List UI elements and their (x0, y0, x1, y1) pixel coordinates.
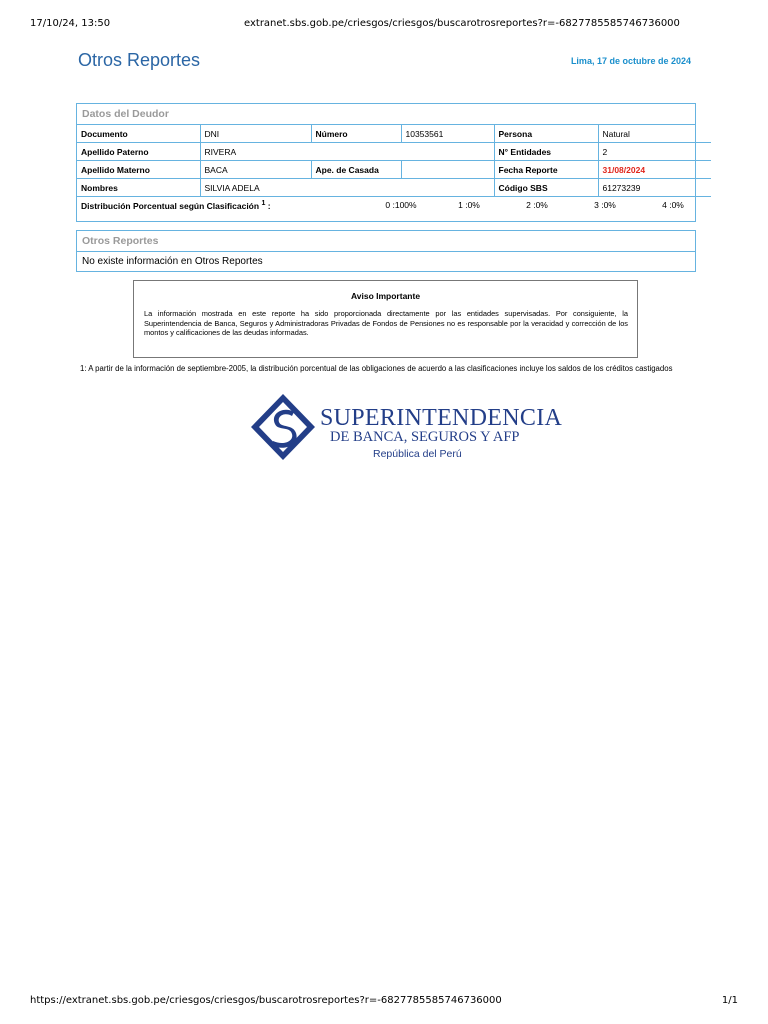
other-reports-panel (76, 230, 696, 272)
distribution-colon: : (267, 200, 271, 211)
distribution-row (81, 200, 707, 211)
nombres-label: Nombres (77, 179, 200, 197)
report-date: Lima, 17 de octubre de 2024 (570, 56, 691, 66)
other-reports-header: Otros Reportes (77, 231, 695, 252)
logo-line-1: SUPERINTENDENCIA (320, 405, 563, 431)
table-row (77, 161, 711, 179)
sbs-logo (250, 393, 563, 465)
fecha-reporte-value: 31/08/2024 (598, 161, 711, 179)
notice-text: La información mostrada en este reporte ha sido proporcionada directamente por las entidades supervisadas. Por consiguiente, la Superintendencia de Banca, Seguros y Administradoras Privadas de Fondos de Pensiones no es responsable por la veracidad y corrección de los montos y calificaciones de las deudas informadas. (144, 309, 628, 338)
fecha-reporte-label: Fecha Reporte (494, 161, 598, 179)
persona-label: Persona (494, 125, 598, 143)
print-datetime: 17/10/24, 13:50 (30, 18, 111, 29)
numero-value: 10353561 (401, 125, 494, 143)
logo-line-2: DE BANCA, SEGUROS Y AFP (330, 429, 520, 445)
numero-label: Número (311, 125, 401, 143)
documento-label: Documento (77, 125, 200, 143)
codigo-sbs-label: Código SBS (494, 179, 598, 197)
page-number: 1/1 (721, 995, 738, 1006)
distribution-value: 4 :0% (662, 200, 684, 211)
ape-casada-value (401, 161, 494, 179)
notice-title: Aviso Importante (350, 291, 421, 301)
debtor-panel-header: Datos del Deudor (77, 104, 695, 125)
footer-url: https://extranet.sbs.gob.pe/criesgos/criesgos/buscarotrosreportes?r=-6827785585746736000 (30, 995, 502, 1006)
page-title: Otros Reportes (78, 50, 201, 70)
entidades-value: 2 (598, 143, 711, 161)
notice-box (133, 280, 638, 358)
distribution-value: 2 :0% (526, 200, 548, 211)
distribution-value: 1 :0% (458, 200, 480, 211)
distribution-label (81, 200, 367, 211)
distribution-value: 0 :100% (385, 200, 417, 211)
table-row (77, 143, 711, 161)
distribution-label-text: Distribución Porcentual según Clasificación (81, 200, 260, 211)
debtor-data-panel (76, 103, 696, 222)
footnote-ref: 1 (261, 200, 266, 208)
nombres-value: SILVIA ADELA (200, 179, 494, 197)
codigo-sbs-value: 61273239 (598, 179, 711, 197)
print-url: extranet.sbs.gob.pe/criesgos/criesgos/buscarotrosreportes?r=-6827785585746736000 (244, 18, 680, 29)
footnote: 1: A partir de la información de septiembre-2005, la distribución porcentual de las obligaciones de acuerdo a las clasificaciones incluye los saldos de los créditos castigados (80, 364, 673, 373)
debtor-table (77, 125, 711, 214)
table-row (77, 179, 711, 197)
sbs-emblem-icon (250, 393, 316, 461)
documento-value: DNI (200, 125, 311, 143)
apellido-paterno-label: Apellido Paterno (77, 143, 200, 161)
other-reports-message: No existe información en Otros Reportes (82, 256, 263, 267)
apellido-materno-label: Apellido Materno (77, 161, 200, 179)
distribution-value: 3 :0% (594, 200, 616, 211)
apellido-materno-value: BACA (200, 161, 311, 179)
ape-casada-label: Ape. de Casada (311, 161, 401, 179)
entidades-label: N° Entidades (494, 143, 598, 161)
table-row (77, 197, 711, 215)
persona-value: Natural (598, 125, 711, 143)
table-row (77, 125, 711, 143)
distribution-cell (77, 197, 711, 215)
logo-line-3: República del Perú (373, 448, 462, 460)
apellido-paterno-value: RIVERA (200, 143, 494, 161)
